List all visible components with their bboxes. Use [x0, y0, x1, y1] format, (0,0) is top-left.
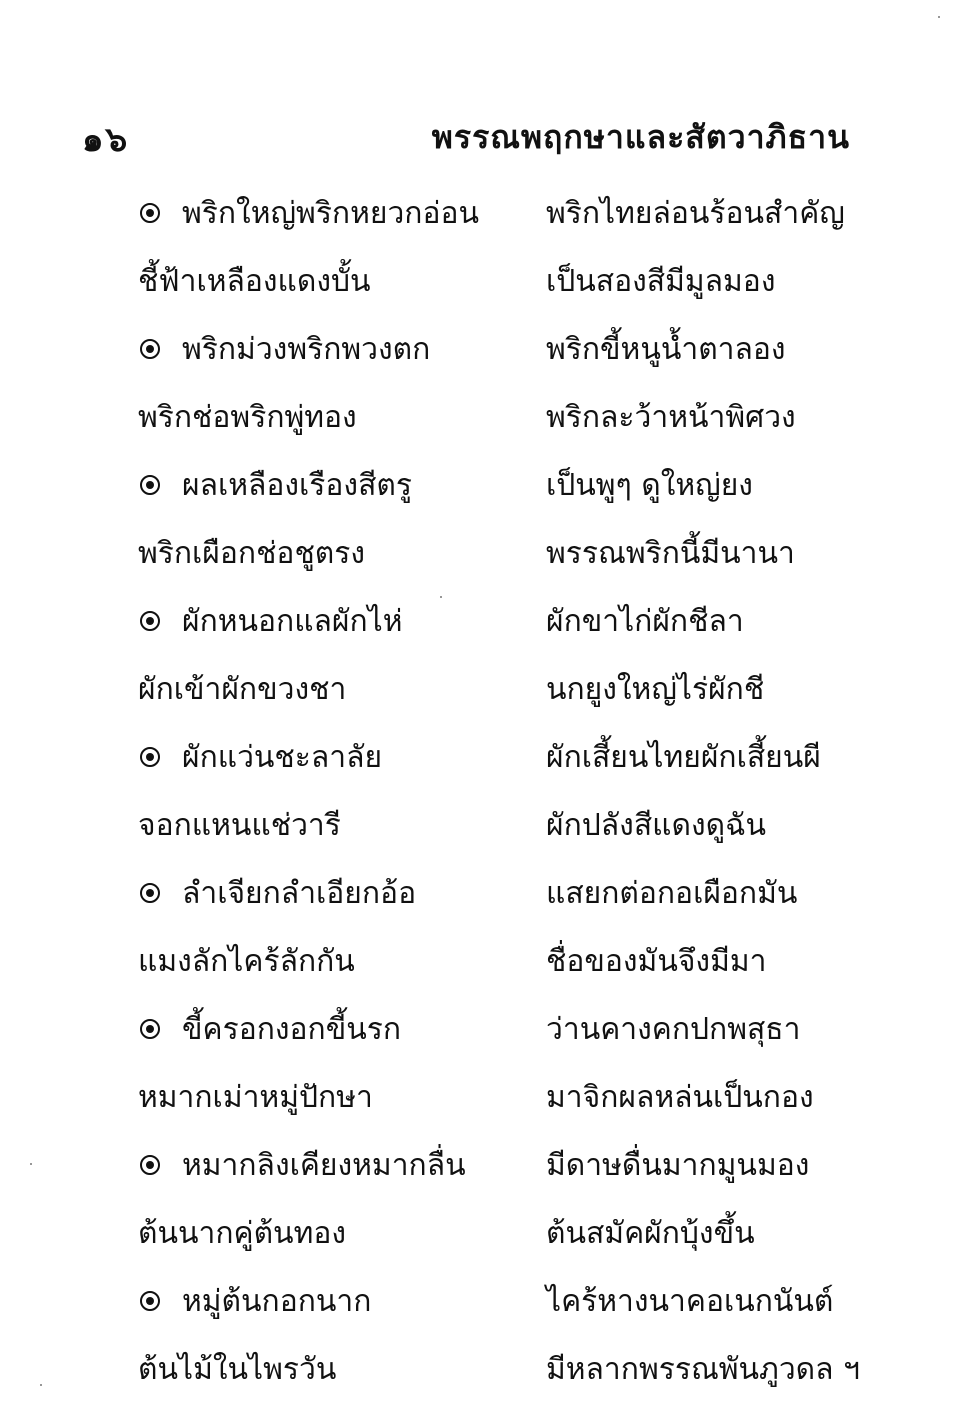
poem-verse-text: เป็นสองสีมีมูลมอง — [546, 264, 776, 299]
poem-verse-text: ขี้ครอกงอกขี้นรก — [182, 1012, 401, 1047]
poem-line-left — [138, 724, 528, 792]
stanza-marker-icon — [138, 1017, 162, 1041]
poem-line-left — [138, 656, 528, 724]
poem-verse-text: ชื่อของมันจึงมีมา — [546, 944, 767, 979]
poem-line — [138, 248, 858, 316]
poem-verse-text: ต้นไม้ในไพรวัน — [138, 1352, 337, 1387]
poem-line-left — [138, 996, 528, 1064]
stanza-marker-icon — [138, 473, 162, 497]
poem-line-right — [546, 724, 858, 792]
poem-line-right — [546, 792, 858, 860]
poem-verse-text: มีดาษดื่นมากมูนมอง — [546, 1148, 810, 1183]
stanza-marker-icon — [138, 609, 162, 633]
poem-line-right — [546, 384, 858, 452]
stanza-marker-icon — [138, 201, 162, 225]
poem-verse-text: ผักปลังสีแดงดูฉัน — [546, 808, 767, 843]
poem-line-right — [546, 316, 858, 384]
poem-verse-text: ชี้ฟ้าเหลืองแดงบั้น — [138, 264, 371, 299]
poem-verse-text: ว่านคางคกปกพสุธา — [546, 1012, 801, 1047]
poem-verse-text: ผักแว่นชะลาลัย — [182, 740, 383, 775]
poem-line — [138, 520, 858, 588]
poem-verse-text: ไคร้หางนาคอเนกนันต์ — [546, 1284, 834, 1319]
poem-line — [138, 1200, 858, 1268]
page-title: พรรณพฤกษาและสัตวาภิธาน — [431, 118, 850, 156]
poem-line-left — [138, 384, 528, 452]
poem-line-left — [138, 1268, 528, 1336]
poem-line — [138, 1268, 858, 1336]
poem-verse-text: หมากลิงเคียงหมากลื่น — [182, 1148, 466, 1183]
poem-line — [138, 384, 858, 452]
scan-speck — [440, 596, 442, 598]
poem-line — [138, 1064, 858, 1132]
poem-verse-text: หมู่ต้นกอกนาก — [182, 1284, 372, 1319]
poem-verse-text: หมากเม่าหมู่ปักษา — [138, 1080, 373, 1115]
poem-line-right — [546, 1200, 858, 1268]
poem-body — [138, 180, 858, 1404]
poem-line — [138, 1336, 858, 1404]
poem-line-left — [138, 520, 528, 588]
poem-line-right — [546, 1132, 858, 1200]
poem-line-left — [138, 588, 528, 656]
poem-line — [138, 860, 858, 928]
poem-line — [138, 180, 858, 248]
poem-line-right — [546, 588, 858, 656]
poem-line-left — [138, 1336, 528, 1404]
poem-line-right — [546, 520, 858, 588]
poem-line-left — [138, 1200, 528, 1268]
poem-verse-text: ผักเข้าผักขวงชา — [138, 672, 347, 707]
poem-line — [138, 316, 858, 384]
poem-line-left — [138, 1064, 528, 1132]
stanza-marker-icon — [138, 337, 162, 361]
poem-verse-text: พริกขี้หนูน้ำตาลอง — [546, 332, 786, 367]
poem-verse-text: มาจิกผลหล่นเป็นกอง — [546, 1080, 814, 1115]
poem-verse-text: ผักเสี้ยนไทยผักเสี้ยนผี — [546, 740, 821, 775]
poem-line-left — [138, 316, 528, 384]
poem-verse-text: ผักขาไก่ผักชีลา — [546, 604, 744, 639]
poem-verse-text: พริกเผือกช่อชูตรง — [138, 536, 366, 571]
poem-line-right — [546, 452, 858, 520]
scan-speck — [40, 1384, 42, 1386]
poem-verse-text: นกยูงใหญ่ไร่ผักชี — [546, 672, 765, 707]
poem-verse-text: แสยกต่อกอเผือกมัน — [546, 876, 798, 911]
poem-line-right — [546, 1336, 858, 1404]
scan-speck — [938, 16, 940, 18]
poem-line — [138, 656, 858, 724]
poem-line-left — [138, 792, 528, 860]
poem-verse-text: พรรณพริกนี้มีนานา — [546, 536, 795, 571]
poem-line-right — [546, 996, 858, 1064]
poem-verse-text: เป็นพูๆ ดูใหญ่ยง — [546, 468, 753, 503]
poem-verse-text: แมงลักไคร้ลักกัน — [138, 944, 355, 979]
poem-line — [138, 1132, 858, 1200]
stanza-marker-icon — [138, 1289, 162, 1313]
poem-line-left — [138, 1132, 528, 1200]
stanza-marker-icon — [138, 881, 162, 905]
poem-line-right — [546, 1064, 858, 1132]
poem-line — [138, 724, 858, 792]
poem-verse-text: พริกม่วงพริกพวงตก — [182, 332, 431, 367]
stanza-marker-icon — [138, 1153, 162, 1177]
poem-verse-text: พริกไทยล่อนร้อนสำคัญ — [546, 196, 845, 231]
poem-verse-text: พริกใหญ่พริกหยวกอ่อน — [182, 196, 479, 231]
stanza-marker-icon — [138, 745, 162, 769]
poem-verse-text: พริกละว้าหน้าพิศวง — [546, 400, 796, 435]
poem-line — [138, 588, 858, 656]
scan-speck — [30, 1163, 32, 1165]
poem-line-right — [546, 180, 858, 248]
poem-verse-text: ผลเหลืองเรืองสีตรู — [182, 468, 412, 503]
poem-line — [138, 996, 858, 1064]
poem-line — [138, 452, 858, 520]
poem-verse-text: ต้นนากคู่ต้นทอง — [138, 1216, 347, 1251]
poem-line-left — [138, 248, 528, 316]
poem-line-right — [546, 656, 858, 724]
page-number: ๑๖ — [82, 120, 130, 160]
poem-line-left — [138, 860, 528, 928]
poem-line-left — [138, 928, 528, 996]
poem-line — [138, 792, 858, 860]
poem-line-right — [546, 248, 858, 316]
poem-line-right — [546, 860, 858, 928]
poem-verse-text: มีหลากพรรณพันภูวดล ฯ — [546, 1352, 860, 1387]
poem-verse-text: ลำเจียกลำเอียกอ้อ — [182, 876, 417, 911]
poem-line-right — [546, 928, 858, 996]
poem-line — [138, 928, 858, 996]
poem-line-left — [138, 452, 528, 520]
poem-line-left — [138, 180, 528, 248]
poem-verse-text: ต้นสมัคผักบุ้งขึ้น — [546, 1216, 755, 1251]
poem-line-right — [546, 1268, 858, 1336]
poem-verse-text: พริกช่อพริกพู่ทอง — [138, 400, 357, 435]
poem-verse-text: จอกแหนแช่วารี — [138, 808, 341, 843]
poem-verse-text: ผักหนอกแลผักไห่ — [182, 604, 403, 639]
